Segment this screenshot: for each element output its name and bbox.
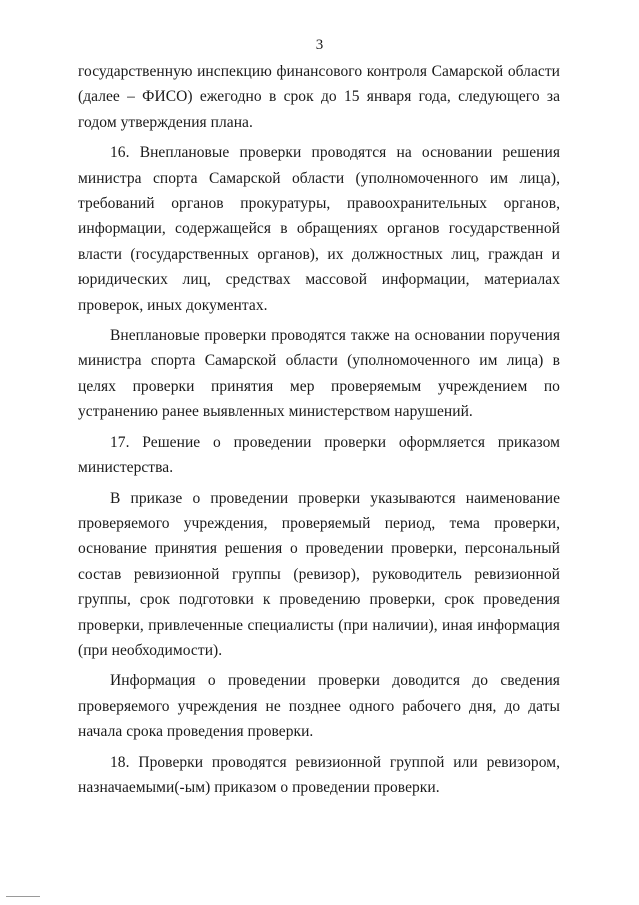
- paragraph-16-unscheduled-inspections: 16. Внеплановые проверки проводятся на основании решения министра спорта Самарской области (уполномоченного им лица), требований органов прокуратуры, правоохранительных органов, информации, содержащейся в обращениях органов государственной власти (государственных органов), их должностных лиц, граждан и юридических лиц, средствах массовой информации, материалах проверок, иных документах.: [78, 144, 560, 314]
- paragraph-continuation: государственную инспекцию финансового контроля Самарской области (далее – ФИСО) ежегодно в срок до 15 января года, следующего за годом утверждения плана.: [78, 63, 560, 131]
- paragraph-notification: Информация о проведении проверки доводится до сведения проверяемого учреждения не позднее одного рабочего дня, до даты начала срока проведения проверки.: [78, 672, 560, 741]
- scan-edge-mark: [6, 896, 40, 897]
- paragraph-order-contents: В приказе о проведении проверки указываются наименование проверяемого учреждения, проверяемый период, тема проверки, основание принятия решения о проведении проверки, персональный состав ревизионной группы (ревизор), руководитель ревизионной группы, срок подготовки к проведению проверки, срок проведения проверки, привлеченные специалисты (при наличии), иная информация (при необходимости).: [78, 489, 560, 659]
- paragraph-18-inspection-group: 18. Проверки проводятся ревизионной группой или ревизором, назначаемыми(-ым) приказом о проведении проверки.: [78, 753, 560, 796]
- page-number: 3: [315, 37, 324, 53]
- paragraph-unscheduled-by-order: Внеплановые проверки проводятся также на основании поручения министра спорта Самарской области (уполномоченного им лица) в целях проверки принятия мер проверяемым учреждением по устранению ранее выявленных министерством нарушений.: [78, 327, 560, 421]
- paragraph-17-decision: 17. Решение о проведении проверки оформляется приказом министерства.: [78, 433, 560, 477]
- document-body: [78, 59, 560, 800]
